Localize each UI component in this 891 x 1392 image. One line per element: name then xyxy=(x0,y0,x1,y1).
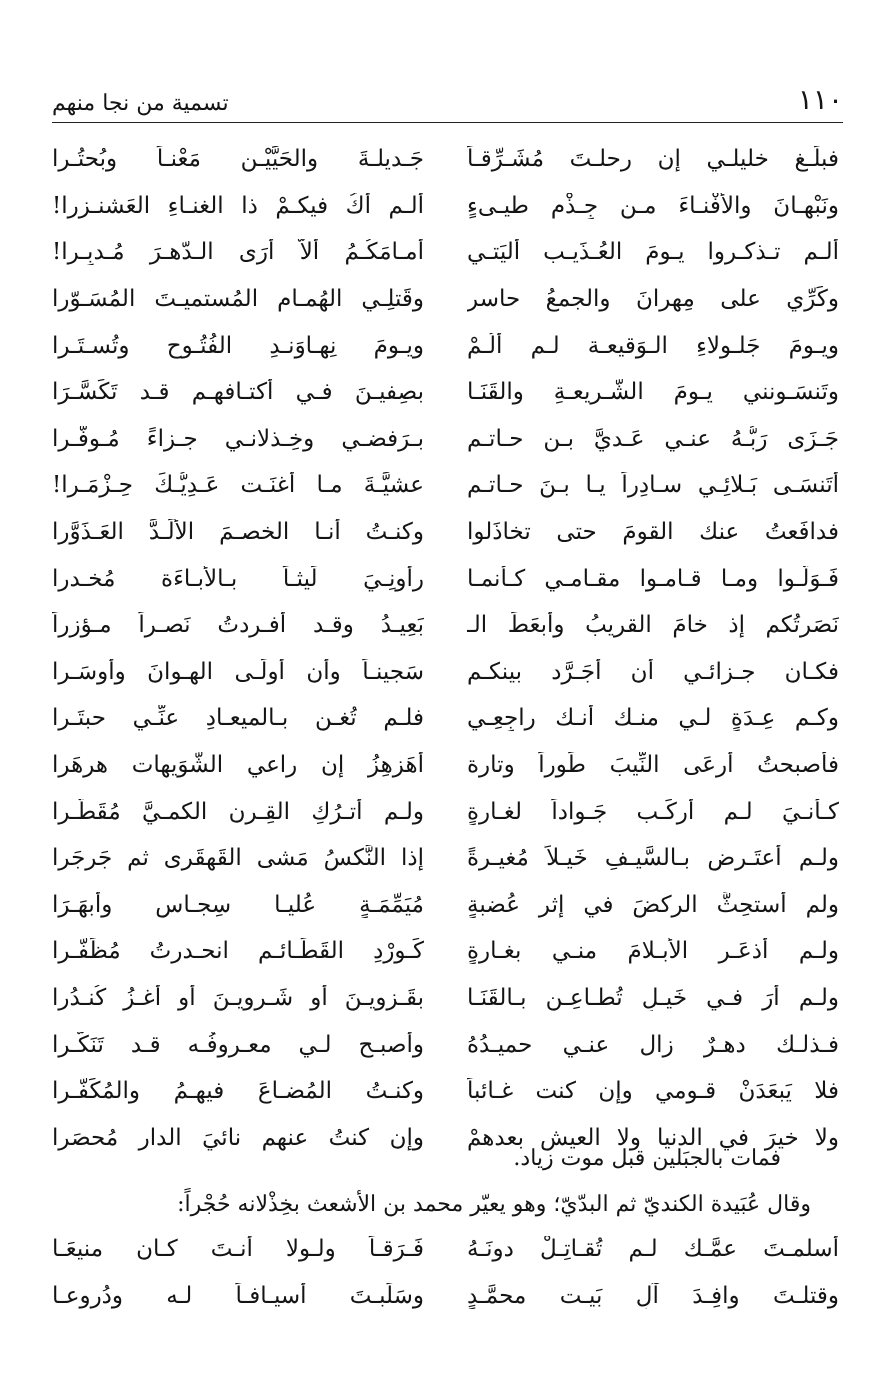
verse-line xyxy=(52,649,839,696)
second-hemistich: مُيَمِّمَـةٍ عُليـا سِجـاسٍ وأبهَـرَا xyxy=(52,891,424,918)
second-hemistich: كَـوِرْدِ القَطَـائـم انحـدرتُ مُظَفَّـرا xyxy=(52,938,424,965)
second-hemistich: عشيَّـةَ مـا أغنَـت عَـدِيُّـكَ حِـزْمَـرا! xyxy=(52,472,424,499)
second-hemistich: جَـديلـةَ والحَيَّيْـن مَعْنـاً وبُحتُـرا xyxy=(52,146,424,173)
verse-line xyxy=(52,183,839,230)
verse-line xyxy=(52,835,839,882)
first-hemistich: وكـم عِـدَةٍ لـي منـك أنـك راجِعِـي xyxy=(467,705,839,732)
poem-block-2 xyxy=(52,1226,839,1319)
second-hemistich: ولـم أتـرُكِ القِـرن الكمـيَّ مُقَطَّـرا xyxy=(52,798,424,825)
verse-line xyxy=(52,136,839,183)
poem-block-1 xyxy=(52,136,839,1161)
second-hemistich: بصِفيـنَ فـي أكتـافهـم قـد تَكَسَّـرَا xyxy=(52,379,424,406)
second-hemistich: أُهَزهِزُ إن راعي الشُّوَيهات هرهَرا xyxy=(52,752,424,779)
verse-line xyxy=(52,975,839,1022)
second-hemistich: فَـرَقـاً ولـولا أنـتَ كـان منيعَـا xyxy=(52,1236,424,1263)
first-hemistich: فـذلـك دهـرٌ زال عنـي حميـدُهُ xyxy=(467,1031,839,1058)
first-hemistich: ولم أستحِثَّ الركضَ في إثرِ عُضبةٍ xyxy=(467,891,839,918)
verse-line xyxy=(52,602,839,649)
verse-line xyxy=(52,788,839,835)
first-hemistich: ولا خيرَ في الدنيا ولا العيش بعدهمْ xyxy=(467,1124,839,1151)
second-hemistich: إذا النَّكسُ مَشى القَهقَرى ثم جَرجَرا xyxy=(52,845,424,872)
first-hemistich: وكَرِّي على مِهرانَ والجمعُ حاسر xyxy=(467,286,839,313)
verse-line xyxy=(52,555,839,602)
second-hemistich: وإن كنتُ عنهم نائيَ الدار مُحصَرا xyxy=(52,1124,424,1151)
prose-line: فمات بالجبَلين قبل موت زياد. xyxy=(513,1146,781,1171)
verse-line xyxy=(52,369,839,416)
first-hemistich: ولـم أرَ فـي خَيـلٍ تُطـاعِـن بـالقَنَـا xyxy=(467,984,839,1011)
first-hemistich: فدافَعتُ عنك القومَ حتى تخاذَلوا xyxy=(467,519,839,546)
verse-line xyxy=(52,416,839,463)
first-hemistich: كـأنـيَ لـم أركَـب جَـواداً لغـارةٍ xyxy=(467,798,839,825)
first-hemistich: ولـم أذعَـرِ الأَبـلامَ منـي بغـارةٍ xyxy=(467,938,839,965)
first-hemistich: أَسلمـتَ عمَّـك لـم تُقـاتِـلْ دونَـهُ xyxy=(467,1236,839,1263)
first-hemistich: فأَصبحتُ أرعَى النِّيبَ طَوراً وتارة xyxy=(467,752,839,779)
second-hemistich: سَجينـاً وأن أُولَـى الهـوانَ وأوسَـرا xyxy=(52,658,424,685)
second-hemistich: ويـومَ نِهـاوَنـدِ الفُتُـوح وتُسـتَـرا xyxy=(52,332,424,359)
verse-line xyxy=(52,322,839,369)
first-hemistich: ويـومَ جَلـولاءِ الـوَقيعـة لـم أَلُـمْ xyxy=(467,332,839,359)
running-title: تسمية من نجا منهم xyxy=(52,91,229,116)
second-hemistich: فلـم تُغـنِ بـالميعـادِ عنِّـي حبتَـرا xyxy=(52,705,424,732)
first-hemistich: أَتَنسَـى بَـلائِـي سـادِراً يـا بـنَ حـاتـمٍ xyxy=(467,472,839,499)
first-hemistich: وتَنسَـونني يـومَ الشَّـريعـةِ والقَنَـا xyxy=(467,379,839,406)
first-hemistich: فبلِّـغ خليلـي إن رحلـتَ مُشَـرِّقـاً xyxy=(467,146,839,173)
first-hemistich: وقتلـتَ وافِـدَ آلِ بَيـت محمَّـدٍ xyxy=(467,1282,839,1309)
first-hemistich: ونَبْهـانَ والأَفْنـاءَ مـن جِـذْمِ طيـىءٍ xyxy=(467,192,839,219)
second-hemistich: وسَلَبـتَ أسيـافـاً لـه ودُروعـا xyxy=(52,1282,424,1309)
second-hemistich: وأصبـح لـي معـروفُـه قـد تَنَكَّـرا xyxy=(52,1031,424,1058)
second-hemistich: ألـم أكُ فيكـمْ ذا الغنـاءِ العَشنـزرا! xyxy=(52,192,424,219)
page-header xyxy=(52,72,843,116)
page-number: ١١٠ xyxy=(797,83,843,116)
first-hemistich: فكـان جـزائـي أن أجَـرَّد بينكـم xyxy=(467,658,839,685)
verse-line xyxy=(52,742,839,789)
second-hemistich: وكنـتُ المُضـاعَ فيهـمُ والمُكَفَّـرا xyxy=(52,1078,424,1105)
verse-line xyxy=(52,882,839,929)
verse-line xyxy=(52,1273,839,1320)
first-hemistich: فلا يَبعَدَنْ قـومي وإن كنت غـائباً xyxy=(467,1078,839,1105)
first-hemistich: نَصَرتُكم إذ خامَ القريبُ وأبعَطَ الـ xyxy=(467,612,839,639)
verse-line xyxy=(52,1226,839,1273)
second-hemistich: بـرَفضـي وخِـذلانـي جـزاءً مُـوفَّـرا xyxy=(52,425,424,452)
second-hemistich: وقَتلِـي الهُمـام المُستميـتَ المُسَـوّرا xyxy=(52,286,424,313)
second-hemistich: وكنـتُ أنـا الخصـمَ الألَـدَّ العَـذَوَّرا xyxy=(52,519,424,546)
verse-line xyxy=(52,1068,839,1115)
second-hemistich: بقَـزويـنَ أو شَـرويـنَ أو أغـزُ كُنـدُرا xyxy=(52,984,424,1011)
verse-line xyxy=(52,695,839,742)
header-rule xyxy=(52,122,843,123)
first-hemistich: جَـزَى رَبُّـهُ عنـي عَـديَّ بـن حـاتـمٍ xyxy=(467,425,839,452)
verse-line xyxy=(52,928,839,975)
first-hemistich: فَـوَلّـوا ومـا قـامـوا مقـامـي كـأنمـا xyxy=(467,565,839,592)
verse-line xyxy=(52,509,839,556)
prose-line: وقال عُبَيدة الكنديّ ثم البدّيّ؛ وهو يعيّر محمد بن الأشعث بخِذْلانه حُجْراً: xyxy=(177,1192,811,1217)
first-hemistich: ولـم أعتَـرِض بـالسَّيـفِ خَيـلاً مُغيـرةً xyxy=(467,845,839,872)
second-hemistich: أمـامَكُـمُ ألاَّ أرَى الـدّهـرَ مُـدبِـرا! xyxy=(52,239,424,266)
first-hemistich: ألـم تـذكـروا يـومَ العُـذَيـب أليَتـي xyxy=(467,239,839,266)
second-hemistich: بَعِيـدُ وقـد أفـرِدتُ نَصـراً مـؤزراً xyxy=(52,612,424,639)
verse-line xyxy=(52,462,839,509)
verse-line xyxy=(52,276,839,323)
second-hemistich: رأَونِـيَ لَيثـاً بـالأَبـاءَة مُخـدرا xyxy=(52,565,424,592)
verse-line xyxy=(52,1021,839,1068)
verse-line xyxy=(52,229,839,276)
